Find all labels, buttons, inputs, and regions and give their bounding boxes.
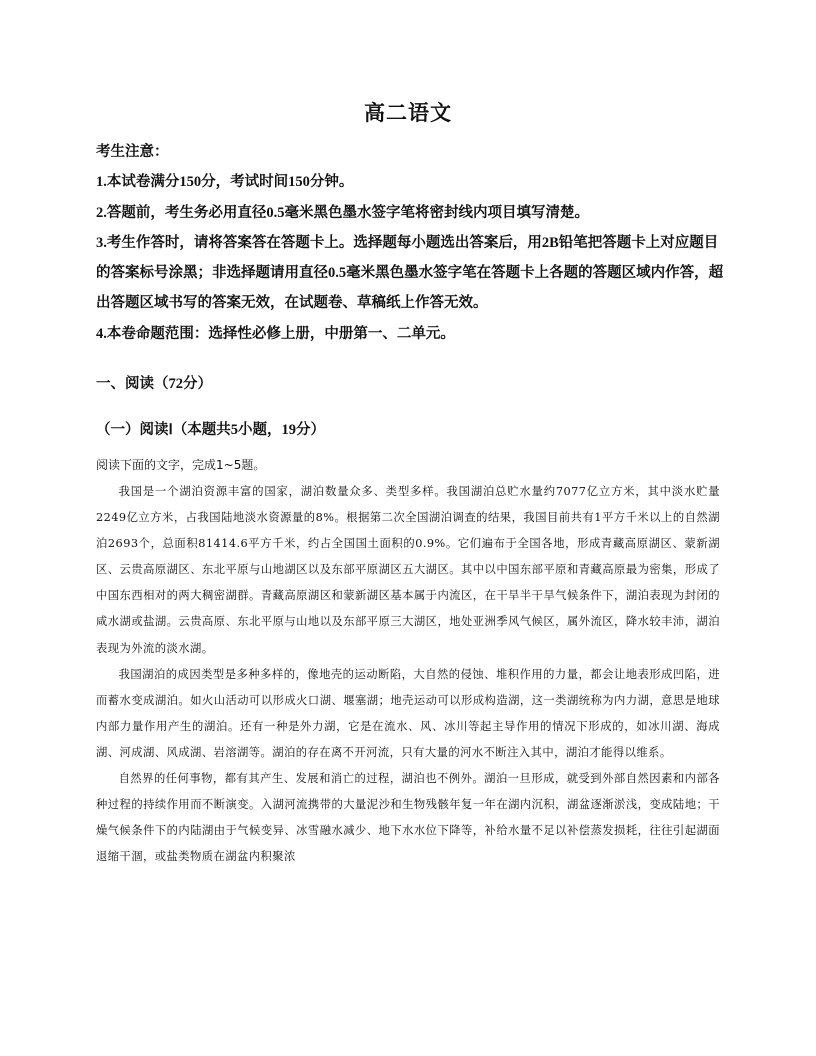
notice-item-4: 4.本卷命题范围：选择性必修上册，中册第一、二单元。 bbox=[96, 325, 455, 342]
passage-paragraph: 我国是一个湖泊资源丰富的国家，湖泊数量众多、类型多样。我国湖泊总贮水量约7077亿立方米，其中淡水贮量2249亿立方米，占我国陆地淡水资源量的8%。根据第二次全国湖泊调查的结果，我国目前共有1平方千米以上的自然湖泊2693个，总面积81414.6平方千米，约占全国国土面积的0.9%。它们遍布于全国各地，形成青藏高原湖区、蒙新湖区、云贵高原湖区、东北平原与山地湖区以及东部平原湖区五大湖区。其中以中国东部平原和青藏高原最为密集，形成了中国东西相对的两大稠密湖群。青藏高原湖区和蒙新湖区基本属于内流区，在干旱半干旱气候条件下，湖泊表现为封闭的咸水湖或盐湖。云贵高原、东北平原与山地以及东部平原三大湖区，地处亚洲季风气候区，属外流区，降水较丰沛，湖泊表现为外流的淡水湖。 bbox=[96, 485, 720, 655]
notice-item-2: 2.答题前，考生务必用直径0.5毫米黑色墨水签字笔将密封线内项目填写清楚。 bbox=[96, 204, 589, 221]
notice-item-1: 1.本试卷满分150分，考试时间150分钟。 bbox=[96, 174, 354, 191]
subsection-heading-reading-1: （一）阅读Ⅰ（本题共5小题，19分） bbox=[96, 422, 326, 438]
reading-instruction: 阅读下面的文字，完成1~5题。 bbox=[96, 458, 266, 472]
section-heading-reading: 一、阅读（72分） bbox=[96, 376, 212, 392]
notice-item-3: 3.考生作答时，请将答案答在答题卡上。选择题每小题选出答案后，用2B铅笔把答题卡上对应题目的答案标号涂黑；非选择题请用直径0.5毫米黑色墨水签字笔在答题卡上各题的答题区域内作答，超出答题区域书写的答案无效，在试题卷、草稿纸上作答无效。 bbox=[96, 234, 724, 312]
exam-notice bbox=[96, 137, 726, 349]
notice-heading: 考生注意： bbox=[96, 144, 169, 160]
passage-paragraph: 自然界的任何事物，都有其产生、发展和消亡的过程，湖泊也不例外。湖泊一旦形成，就受到外部自然因素和内部各种过程的持续作用而不断演变。入湖河流携带的大量泥沙和生物残骸年复一年在湖内沉积，湖盆逐渐淤浅，变成陆地；干燥气候条件下的内陆湖由于气候变异、冰雪融水减少、地下水水位下降等，补给水量不足以补偿蒸发损耗，往往引起湖面退缩干涸，或盐类物质在湖盆内积聚浓 bbox=[96, 772, 720, 864]
passage-paragraph: 我国湖泊的成因类型是多种多样的，像地壳的运动断陷，大自然的侵蚀、堆积作用的力量，都会让地表形成凹陷，进而蓄水变成湖泊。如火山活动可以形成火口湖、堰塞湖；地壳运动可以形成构造湖，这一类湖统称为内力湖，意思是地球内部力量作用产生的湖泊。还有一种是外力湖，它是在流水、风、冰川等起主导作用的情况下形成的，如冰川湖、海成湖、河成湖、风成湖、岩溶湖等。湖泊的存在离不开河流，只有大量的河水不断注入其中，湖泊才能得以维系。 bbox=[96, 667, 720, 759]
reading-passage bbox=[96, 479, 720, 870]
page-title: 高二语文 bbox=[364, 100, 452, 125]
